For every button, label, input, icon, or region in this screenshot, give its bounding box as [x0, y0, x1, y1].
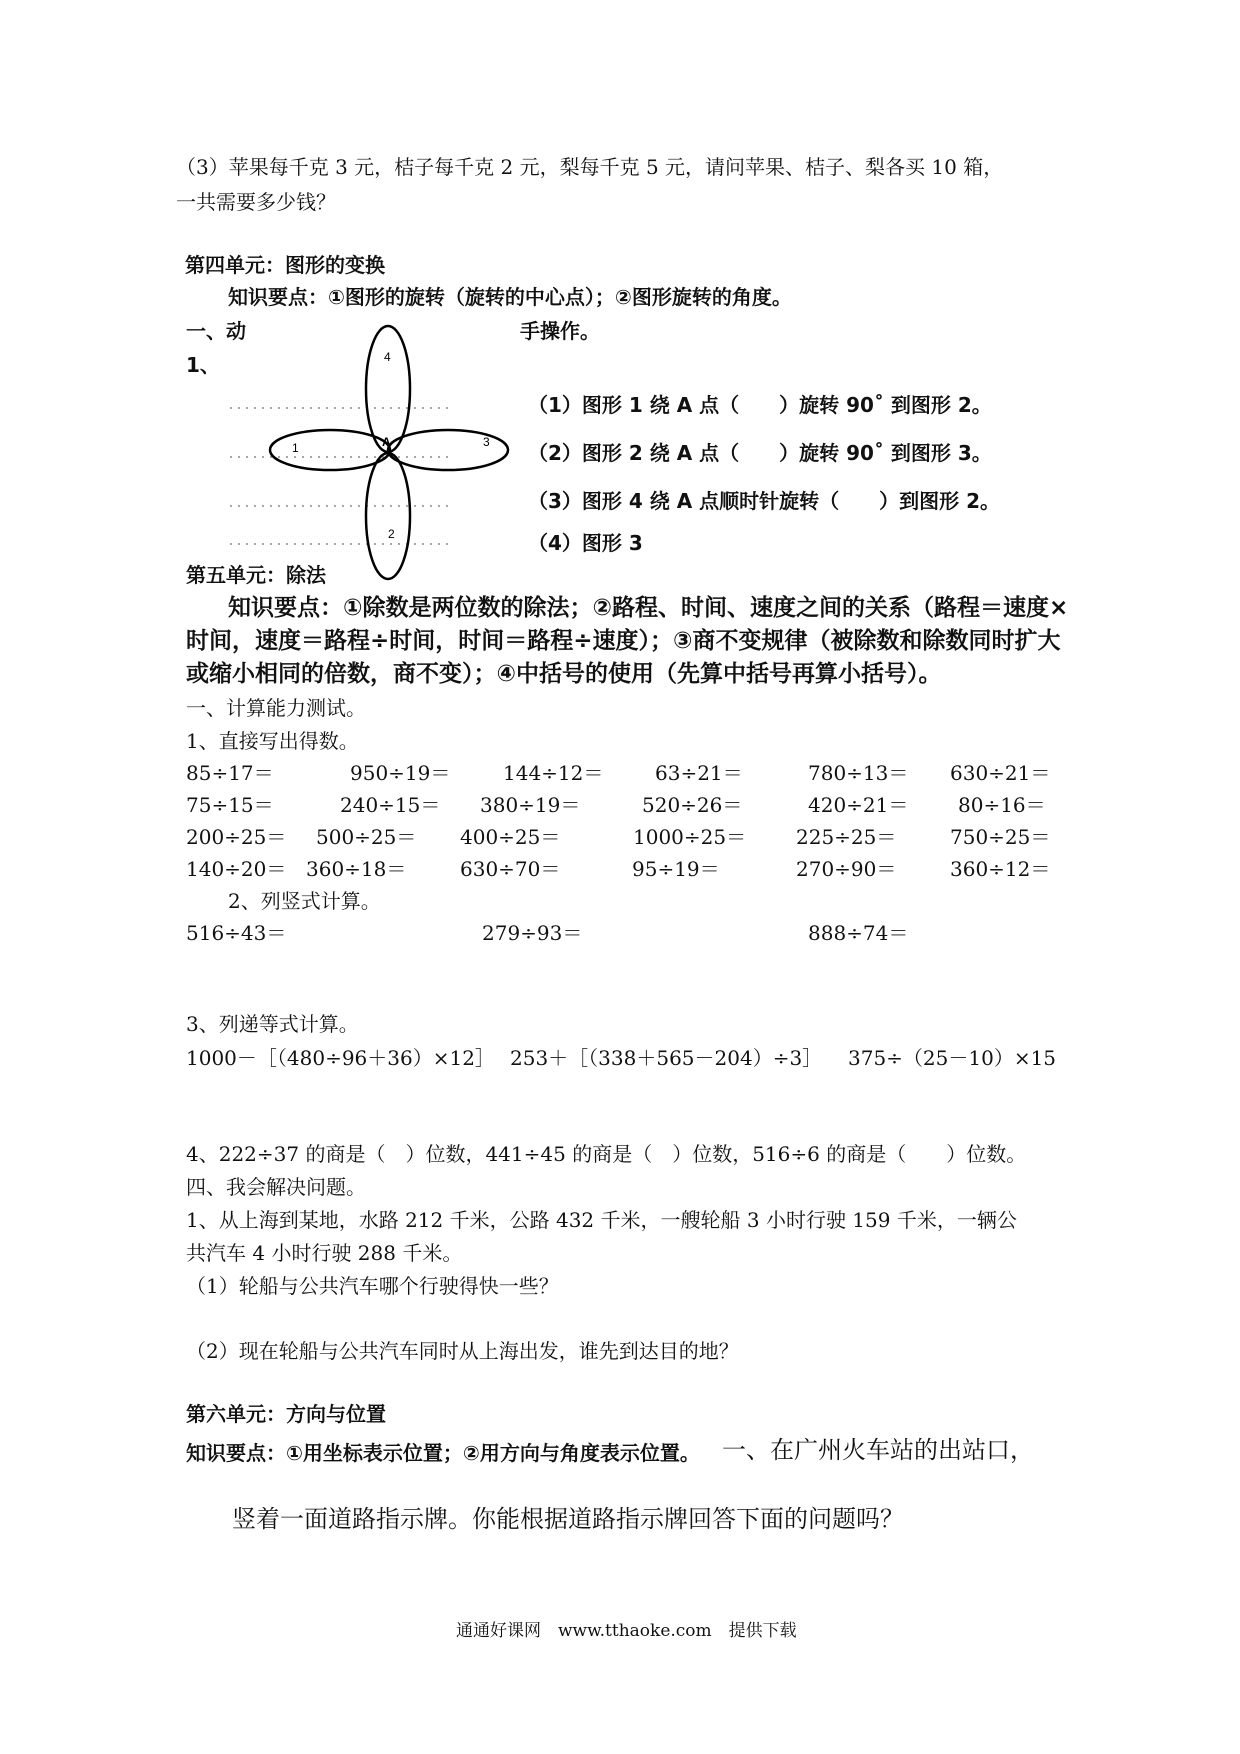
stepwise-calc-item: 375÷（25－10）×15 — [848, 1046, 1057, 1070]
problem-1-line-1: 1、从上海到某地，水路 212 千米，公路 432 千米，一艘轮船 3 小时行驶 159 千米，一辆公 — [186, 1208, 1017, 1232]
unit-4-item-1: 1、 — [186, 353, 220, 377]
calc-item: 360÷12＝ — [950, 857, 1051, 881]
unit-5-sub-3: 3、列递等式计算。 — [186, 1012, 359, 1036]
unit-5-key-points-line-1: 知识要点：①除数是两位数的除法；②路程、时间、速度之间的关系（路程＝速度× — [228, 595, 1069, 621]
stepwise-calc-item: 1000－［（480÷96＋36）×12］ — [186, 1046, 495, 1070]
calc-item: 144÷12＝ — [503, 761, 604, 785]
calc-item: 630÷21＝ — [950, 761, 1051, 785]
calc-item: 1000÷25＝ — [633, 825, 747, 849]
unit-5-part-4: 四、我会解决问题。 — [186, 1175, 366, 1199]
calc-item: 63÷21＝ — [655, 761, 743, 785]
question-3-line-1: （3）苹果每千克 3 元，桔子每千克 2 元，梨每千克 5 元，请问苹果、桔子、梨各买 10 箱， — [176, 155, 1004, 179]
problem-1-question-1: （1）轮船与公共汽车哪个行驶得快一些？ — [186, 1274, 559, 1298]
unit-5-sub-1: 1、直接写出得数。 — [186, 729, 359, 753]
label-a: A — [382, 435, 391, 449]
problem-1-line-2: 共汽车 4 小时行驶 288 千米。 — [186, 1241, 463, 1265]
unit-4-question-2: （2）图形 2 绕 A 点（ ）旋转 90˚ 到图形 3。 — [528, 441, 992, 465]
footer-text: 通通好课网 www.tthaoke.com 提供下载 — [456, 1621, 797, 1641]
calc-item: 225÷25＝ — [796, 825, 897, 849]
unit-4-part-1-b: 手操作。 — [520, 319, 600, 343]
unit-5-sub-4: 4、222÷37 的商是（ ）位数，441÷45 的商是（ ）位数，516÷6 的商是（ ）位数。 — [186, 1142, 1027, 1166]
unit-5-part-1: 一、计算能力测试。 — [186, 696, 366, 720]
label-1: 1 — [292, 441, 299, 455]
unit-6-part-1-inline: 一、在广州火车站的出站口， — [722, 1436, 1034, 1464]
label-4: 4 — [384, 350, 391, 364]
calc-item: 400÷25＝ — [460, 825, 561, 849]
unit-4-key-points: 知识要点：①图形的旋转（旋转的中心点）；②图形旋转的角度。 — [228, 285, 792, 309]
petal-1 — [270, 430, 390, 470]
petal-3 — [388, 430, 508, 470]
label-2: 2 — [388, 527, 395, 541]
petal-2 — [366, 453, 410, 579]
calc-item: 200÷25＝ — [186, 825, 287, 849]
unit-4-question-4: （4）图形 3 — [528, 531, 643, 555]
calc-item: 750÷25＝ — [950, 825, 1051, 849]
calc-item: 780÷13＝ — [808, 761, 909, 785]
unit-6-key-points: 知识要点：①用坐标表示位置；②用方向与角度表示位置。 — [186, 1441, 700, 1465]
unit-6-title: 第六单元：方向与位置 — [186, 1402, 386, 1426]
stepwise-calc-item: 253＋［（338＋565－204）÷3］ — [510, 1046, 823, 1070]
calc-item: 270÷90＝ — [796, 857, 897, 881]
calc-item: 360÷18＝ — [306, 857, 407, 881]
calc-item: 950÷19＝ — [350, 761, 451, 785]
problem-1-question-2: （2）现在轮船与公共汽车同时从上海出发，谁先到达目的地？ — [186, 1339, 739, 1363]
label-3: 3 — [483, 435, 490, 449]
calc-item: 380÷19＝ — [480, 793, 581, 817]
unit-5-sub-2: 2、列竖式计算。 — [228, 889, 381, 913]
calc-item: 630÷70＝ — [460, 857, 561, 881]
calc-item: 80÷16＝ — [958, 793, 1046, 817]
vertical-calc-item: 516÷43＝ — [186, 921, 287, 945]
calc-item: 520÷26＝ — [642, 793, 743, 817]
unit-4-part-1-a: 一、动 — [186, 319, 246, 343]
calc-item: 500÷25＝ — [316, 825, 417, 849]
calc-item: 420÷21＝ — [808, 793, 909, 817]
unit-5-title: 第五单元：除法 — [186, 563, 326, 587]
calc-item: 85÷17＝ — [186, 761, 274, 785]
unit-5-key-points-line-3: 或缩小相同的倍数，商不变）；④中括号的使用（先算中括号再算小括号）。 — [186, 661, 942, 687]
unit-4-title: 第四单元：图形的变换 — [185, 253, 385, 277]
calc-item: 75÷15＝ — [186, 793, 274, 817]
unit-5-key-points-line-2: 时间，速度＝路程÷时间，时间＝路程÷速度）；③商不变规律（被除数和除数同时扩大 — [186, 628, 1061, 654]
calc-item: 95÷19＝ — [632, 857, 720, 881]
petal-4 — [366, 326, 410, 452]
unit-4-question-3: （3）图形 4 绕 A 点顺时针旋转（ ）到图形 2。 — [528, 489, 1001, 513]
unit-4-question-1: （1）图形 1 绕 A 点（ ）旋转 90˚ 到图形 2。 — [528, 393, 992, 417]
vertical-calc-item: 279÷93＝ — [482, 921, 583, 945]
rotation-figure — [228, 326, 490, 551]
calc-item: 140÷20＝ — [186, 857, 287, 881]
calc-item: 240÷15＝ — [340, 793, 441, 817]
question-3-line-2: 一共需要多少钱？ — [176, 190, 336, 214]
unit-6-part-1-line-2: 竖着一面道路指示牌。你能根据道路指示牌回答下面的问题吗？ — [232, 1505, 904, 1533]
vertical-calc-item: 888÷74＝ — [808, 921, 909, 945]
